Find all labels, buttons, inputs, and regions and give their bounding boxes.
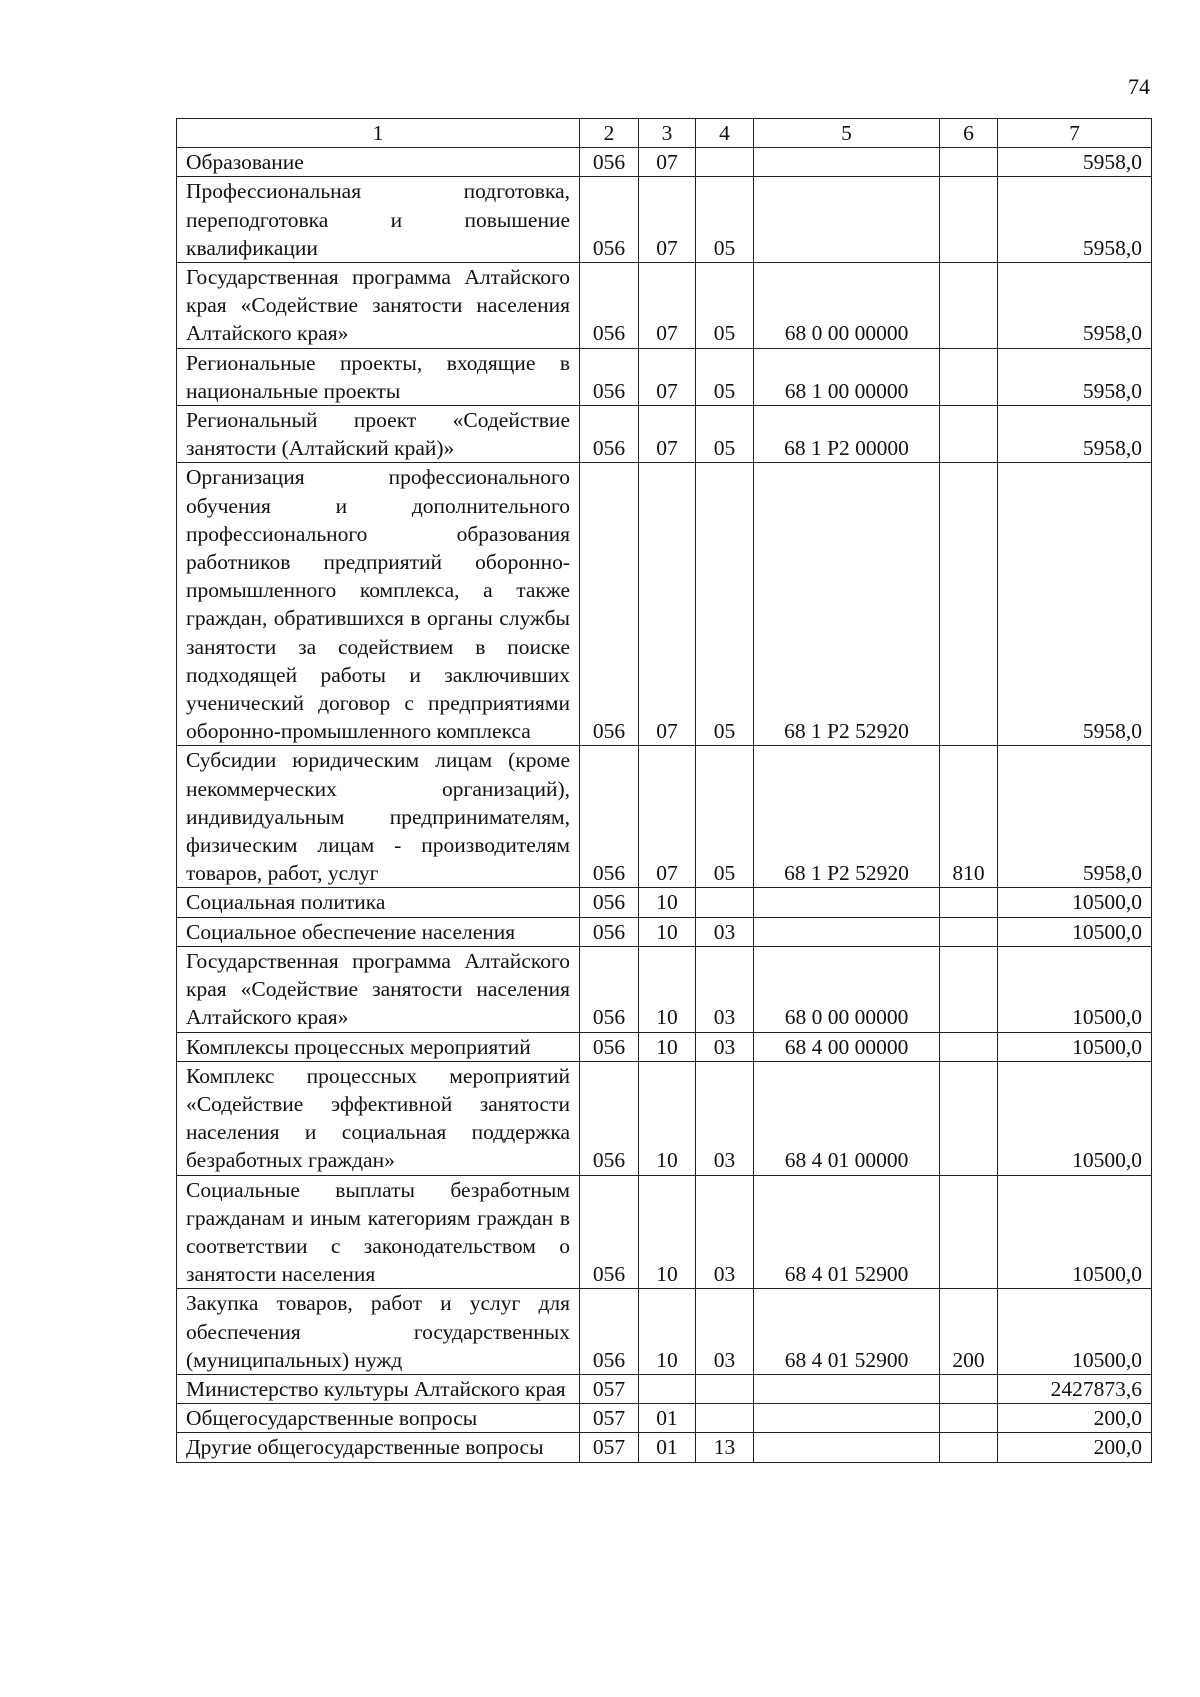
- row-amount: 2427873,6: [998, 1374, 1152, 1403]
- row-ministry-code: 056: [580, 406, 639, 463]
- row-name: Социальная политика: [177, 888, 580, 917]
- row-expense-type: [940, 263, 998, 349]
- row-name: Субсидии юридическим лицам (кроме некоммерческих организаций), индивидуальным предпринимателям, физическим лицам - производителям товаров, работ, услуг: [177, 746, 580, 888]
- row-amount: 5958,0: [998, 263, 1152, 349]
- row-section-code: 10: [639, 946, 696, 1032]
- row-target-code: 68 4 01 00000: [754, 1061, 940, 1175]
- page-number: 74: [1128, 74, 1150, 99]
- row-amount: 5958,0: [998, 148, 1152, 177]
- row-section-code: 10: [639, 1061, 696, 1175]
- row-amount: 10500,0: [998, 1032, 1152, 1061]
- row-section-code: 01: [639, 1404, 696, 1433]
- header-col-4: 4: [696, 119, 754, 148]
- row-name: Региональные проекты, входящие в национальные проекты: [177, 348, 580, 405]
- row-target-code: 68 4 01 52900: [754, 1289, 940, 1375]
- row-expense-type: [940, 148, 998, 177]
- row-expense-type: [940, 1032, 998, 1061]
- row-ministry-code: 056: [580, 177, 639, 263]
- table-row: [177, 1032, 1152, 1061]
- row-name: Государственная программа Алтайского края «Содействие занятости населения Алтайского края»: [177, 263, 580, 349]
- row-target-code: 68 1 Р2 52920: [754, 746, 940, 888]
- table-row: [177, 888, 1152, 917]
- row-target-code: 68 0 00 00000: [754, 263, 940, 349]
- row-expense-type: [940, 1061, 998, 1175]
- row-target-code: 68 0 00 00000: [754, 946, 940, 1032]
- row-target-code: 68 4 00 00000: [754, 1032, 940, 1061]
- table-row: [177, 917, 1152, 946]
- row-target-code: [754, 1433, 940, 1462]
- table-row: [177, 463, 1152, 746]
- table-row: [177, 1404, 1152, 1433]
- row-target-code: 68 1 00 00000: [754, 348, 940, 405]
- row-target-code: [754, 1404, 940, 1433]
- row-name: Государственная программа Алтайского края «Содействие занятости населения Алтайского края»: [177, 946, 580, 1032]
- row-name: Комплексы процессных мероприятий: [177, 1032, 580, 1061]
- row-amount: 200,0: [998, 1404, 1152, 1433]
- row-subsection-code: [696, 148, 754, 177]
- row-expense-type: 200: [940, 1289, 998, 1375]
- row-section-code: 07: [639, 263, 696, 349]
- row-subsection-code: 05: [696, 263, 754, 349]
- row-section-code: 01: [639, 1433, 696, 1462]
- row-subsection-code: [696, 1374, 754, 1403]
- row-expense-type: [940, 1175, 998, 1289]
- row-ministry-code: 057: [580, 1374, 639, 1403]
- row-subsection-code: [696, 1404, 754, 1433]
- row-expense-type: [940, 348, 998, 405]
- row-amount: 5958,0: [998, 177, 1152, 263]
- row-target-code: 68 1 Р2 52920: [754, 463, 940, 746]
- row-ministry-code: 056: [580, 946, 639, 1032]
- row-amount: 10500,0: [998, 917, 1152, 946]
- row-ministry-code: 056: [580, 348, 639, 405]
- header-col-7: 7: [998, 119, 1152, 148]
- row-ministry-code: 056: [580, 888, 639, 917]
- row-section-code: 07: [639, 148, 696, 177]
- row-expense-type: [940, 177, 998, 263]
- row-subsection-code: 03: [696, 946, 754, 1032]
- row-name: Комплекс процессных мероприятий «Содействие эффективной занятости населения и социальная поддержка безработных граждан»: [177, 1061, 580, 1175]
- row-amount: 10500,0: [998, 1289, 1152, 1375]
- row-subsection-code: 05: [696, 746, 754, 888]
- row-amount: 5958,0: [998, 406, 1152, 463]
- row-expense-type: [940, 406, 998, 463]
- row-name: Другие общегосударственные вопросы: [177, 1433, 580, 1462]
- row-ministry-code: 056: [580, 1289, 639, 1375]
- row-section-code: 07: [639, 463, 696, 746]
- row-amount: 10500,0: [998, 946, 1152, 1032]
- row-expense-type: [940, 1374, 998, 1403]
- row-target-code: [754, 1374, 940, 1403]
- table-row: [177, 1175, 1152, 1289]
- row-name: Социальное обеспечение населения: [177, 917, 580, 946]
- row-name: Министерство культуры Алтайского края: [177, 1374, 580, 1403]
- row-amount: 10500,0: [998, 1175, 1152, 1289]
- row-ministry-code: 056: [580, 463, 639, 746]
- row-name: Образование: [177, 148, 580, 177]
- row-name: Социальные выплаты безработным гражданам и иным категориям граждан в соответствии с законодательством о занятости населения: [177, 1175, 580, 1289]
- row-section-code: 07: [639, 406, 696, 463]
- row-subsection-code: 05: [696, 348, 754, 405]
- row-target-code: [754, 148, 940, 177]
- row-name: Общегосударственные вопросы: [177, 1404, 580, 1433]
- row-target-code: 68 4 01 52900: [754, 1175, 940, 1289]
- table-row: [177, 1061, 1152, 1175]
- row-expense-type: [940, 888, 998, 917]
- table-row: [177, 1374, 1152, 1403]
- header-col-5: 5: [754, 119, 940, 148]
- header-row: [177, 119, 1152, 148]
- row-target-code: [754, 888, 940, 917]
- row-ministry-code: 057: [580, 1404, 639, 1433]
- row-subsection-code: 03: [696, 1032, 754, 1061]
- row-expense-type: [940, 1433, 998, 1462]
- table-row: [177, 263, 1152, 349]
- row-subsection-code: 03: [696, 1061, 754, 1175]
- row-amount: 10500,0: [998, 888, 1152, 917]
- row-subsection-code: 03: [696, 917, 754, 946]
- table-row: [177, 1289, 1152, 1375]
- header-col-2: 2: [580, 119, 639, 148]
- header-col-6: 6: [940, 119, 998, 148]
- row-name: Организация профессионального обучения и дополнительного профессионального образования работников предприятий оборонно-промышленного комплекса, а также граждан, обратившихся в органы службы занятости за содействием в поиске подходящей работы и заключивших ученический договор с предприятиями оборонно-промышленного комплекса: [177, 463, 580, 746]
- row-section-code: 07: [639, 746, 696, 888]
- row-expense-type: [940, 946, 998, 1032]
- row-section-code: [639, 1374, 696, 1403]
- row-ministry-code: 056: [580, 917, 639, 946]
- row-subsection-code: [696, 888, 754, 917]
- row-section-code: 10: [639, 1289, 696, 1375]
- row-ministry-code: 057: [580, 1433, 639, 1462]
- row-ministry-code: 056: [580, 263, 639, 349]
- row-expense-type: 810: [940, 746, 998, 888]
- row-subsection-code: 03: [696, 1289, 754, 1375]
- table-row: [177, 746, 1152, 888]
- row-ministry-code: 056: [580, 746, 639, 888]
- row-section-code: 10: [639, 888, 696, 917]
- row-subsection-code: 05: [696, 177, 754, 263]
- row-amount: 10500,0: [998, 1061, 1152, 1175]
- row-name: Профессиональная подготовка, переподготовка и повышение квалификации: [177, 177, 580, 263]
- row-amount: 5958,0: [998, 746, 1152, 888]
- row-expense-type: [940, 1404, 998, 1433]
- row-section-code: 10: [639, 1175, 696, 1289]
- row-section-code: 07: [639, 177, 696, 263]
- row-expense-type: [940, 917, 998, 946]
- row-target-code: [754, 917, 940, 946]
- budget-table: [176, 118, 1152, 1463]
- table-row: [177, 148, 1152, 177]
- row-subsection-code: 05: [696, 406, 754, 463]
- row-target-code: [754, 177, 940, 263]
- row-section-code: 07: [639, 348, 696, 405]
- row-amount: 5958,0: [998, 463, 1152, 746]
- table-row: [177, 946, 1152, 1032]
- row-target-code: 68 1 Р2 00000: [754, 406, 940, 463]
- table-row: [177, 406, 1152, 463]
- row-ministry-code: 056: [580, 1175, 639, 1289]
- row-ministry-code: 056: [580, 1061, 639, 1175]
- row-subsection-code: 03: [696, 1175, 754, 1289]
- row-ministry-code: 056: [580, 148, 639, 177]
- row-section-code: 10: [639, 1032, 696, 1061]
- table-row: [177, 348, 1152, 405]
- row-name: Закупка товаров, работ и услуг для обеспечения государственных (муниципальных) нужд: [177, 1289, 580, 1375]
- row-amount: 200,0: [998, 1433, 1152, 1462]
- row-name: Региональный проект «Содействие занятости (Алтайский край)»: [177, 406, 580, 463]
- row-section-code: 10: [639, 917, 696, 946]
- row-amount: 5958,0: [998, 348, 1152, 405]
- row-subsection-code: 13: [696, 1433, 754, 1462]
- row-ministry-code: 056: [580, 1032, 639, 1061]
- header-col-1: 1: [177, 119, 580, 148]
- row-subsection-code: 05: [696, 463, 754, 746]
- table-row: [177, 177, 1152, 263]
- row-expense-type: [940, 463, 998, 746]
- table-row: [177, 1433, 1152, 1462]
- header-col-3: 3: [639, 119, 696, 148]
